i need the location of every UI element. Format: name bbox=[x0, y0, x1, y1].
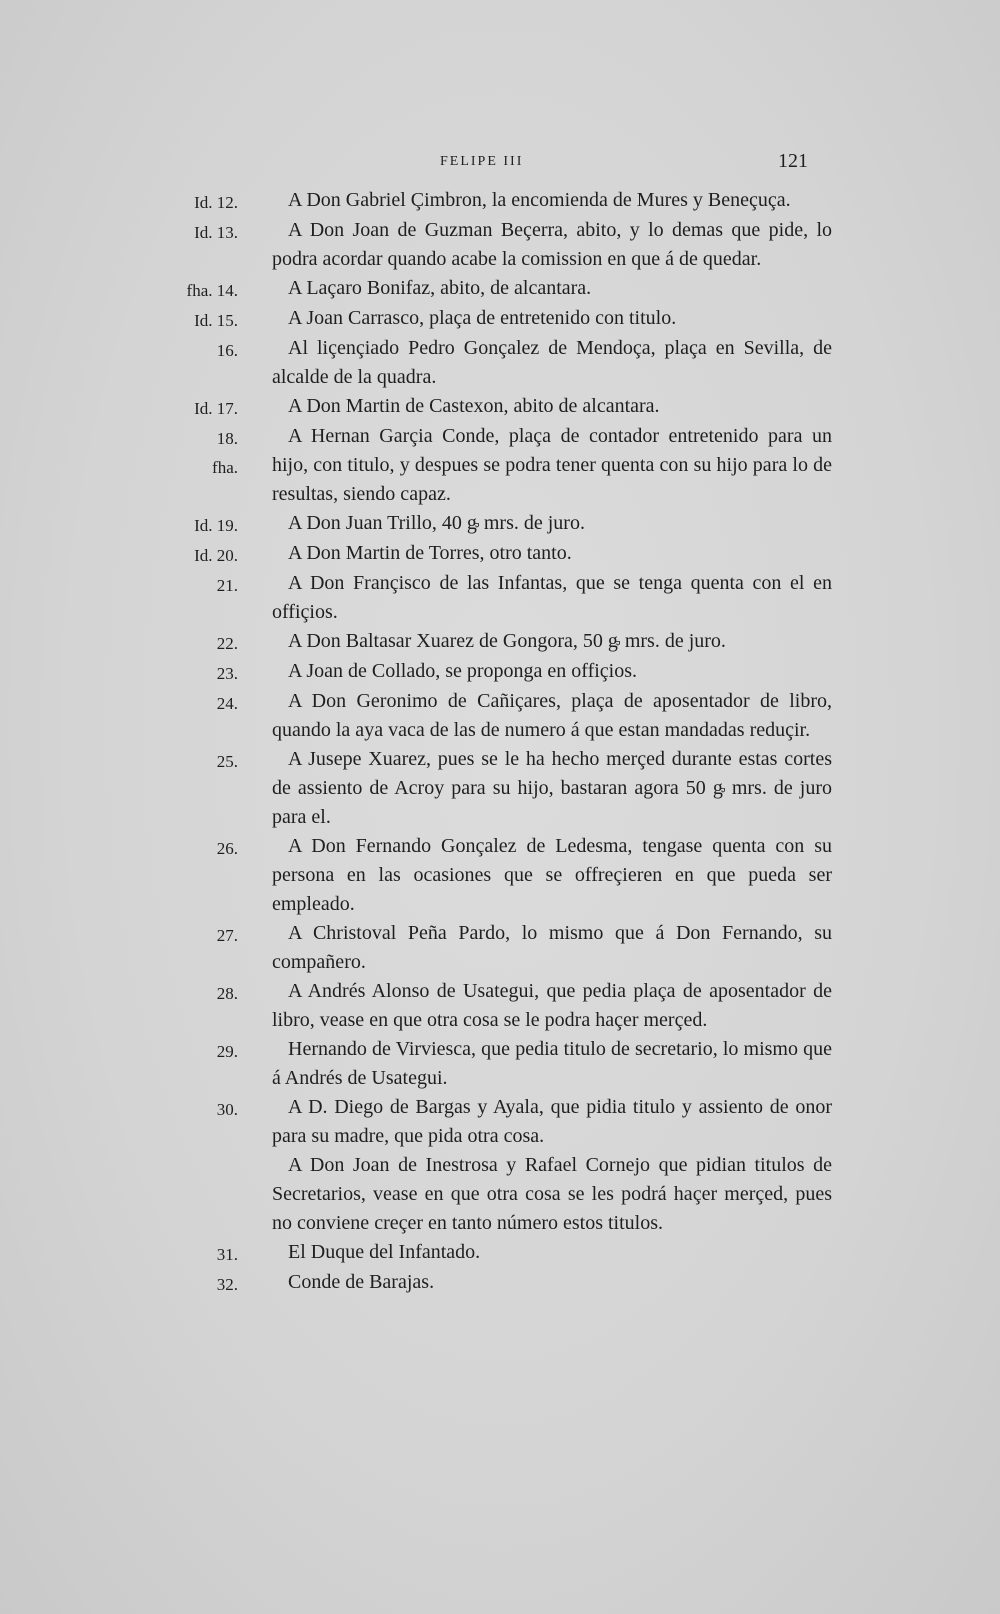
entry-text: Conde de Barajas. bbox=[288, 1271, 435, 1293]
entry bbox=[0, 687, 1000, 745]
entry-text: A Don Martin de Castexon, abito de alcantara. bbox=[288, 395, 660, 417]
entry bbox=[0, 539, 1000, 569]
entry bbox=[0, 304, 1000, 334]
entry-text: A Laçaro Bonifaz, abito, de alcantara. bbox=[288, 277, 592, 299]
entry bbox=[0, 569, 1000, 627]
margin-date: 27. bbox=[216, 926, 238, 945]
entry bbox=[0, 1093, 1000, 1151]
margin-date: 18. fha. bbox=[212, 429, 238, 477]
entry-text: A Don Gabriel Çimbron, la encomienda de Mures y Beneçuça. bbox=[288, 189, 791, 211]
entry bbox=[0, 1268, 1000, 1298]
entry-text: El Duque del Infantado. bbox=[288, 1241, 481, 1263]
margin-date: 26. bbox=[216, 839, 238, 858]
entry-text: A Don Joan de Inestrosa y Rafael Cornejo que pidian titulos de Secretarios, vease en que otra cosa se les podrá haçer merçed, pues no conviene creçer en tanto número estos titulos. bbox=[272, 1154, 832, 1234]
margin-date: fha. 14. bbox=[186, 281, 238, 300]
entry bbox=[0, 657, 1000, 687]
entry bbox=[0, 1151, 1000, 1238]
entry-text: A Christoval Peña Pardo, lo mismo que á Don Fernando, su compañero. bbox=[272, 922, 832, 973]
page-number: 121 bbox=[778, 150, 808, 172]
margin-date: Id. 15. bbox=[194, 311, 238, 330]
entry bbox=[0, 334, 1000, 392]
margin-date: Id. 12. bbox=[194, 193, 238, 212]
margin-date: 24. bbox=[216, 694, 238, 713]
entry bbox=[0, 919, 1000, 977]
entry-text: A Don Joan de Guzman Beçerra, abito, y lo demas que pide, lo podra acordar quando acabe la comission en que á de quedar. bbox=[272, 219, 832, 270]
entry bbox=[0, 186, 1000, 216]
margin-date: Id. 17. bbox=[194, 399, 238, 418]
entry-text: A Don Juan Trillo, 40 ᶃ mrs. de juro. bbox=[288, 512, 585, 534]
entry bbox=[0, 832, 1000, 919]
entry-text: Al liçençiado Pedro Gonçalez de Mendoça, plaça en Sevilla, de alcalde de la quadra. bbox=[272, 337, 832, 388]
entry bbox=[0, 1035, 1000, 1093]
margin-date: Id. 19. bbox=[194, 516, 238, 535]
entry-text: A Andrés Alonso de Usategui, que pedia plaça de aposentador de libro, vease en que otra cosa se le podra haçer merçed. bbox=[272, 980, 832, 1031]
entry bbox=[0, 274, 1000, 304]
margin-date: 28. bbox=[216, 984, 238, 1003]
entry-text: A Joan de Collado, se proponga en offiçios. bbox=[288, 660, 638, 682]
entry-text: A Don Fernando Gonçalez de Ledesma, tengase quenta con su persona en las ocasiones que se offreçieren en que pueda ser empleado. bbox=[272, 835, 832, 915]
entry-text: A Don Martin de Torres, otro tanto. bbox=[288, 542, 572, 564]
running-head: FELIPE III bbox=[440, 154, 524, 169]
margin-date: 25. bbox=[216, 752, 238, 771]
entry bbox=[0, 1238, 1000, 1268]
margin-date: 21. bbox=[216, 576, 238, 595]
entry-text: A Joan Carrasco, plaça de entretenido con titulo. bbox=[288, 307, 677, 329]
entry bbox=[0, 392, 1000, 422]
entry-text: A Don Geronimo de Cañiçares, plaça de aposentador de libro, quando la aya vaca de las de numero á que estan mandadas reduçir. bbox=[272, 690, 832, 741]
entry bbox=[0, 509, 1000, 539]
entry bbox=[0, 422, 1000, 509]
margin-date: 29. bbox=[216, 1042, 238, 1061]
margin-date: Id. 13. bbox=[194, 223, 238, 242]
margin-date: 30. bbox=[216, 1100, 238, 1119]
margin-date: 16. bbox=[216, 341, 238, 360]
entry-text: A Don Françisco de las Infantas, que se tenga quenta con el en offiçios. bbox=[272, 572, 832, 623]
margin-date: 23. bbox=[216, 664, 238, 683]
entry-text: A Don Baltasar Xuarez de Gongora, 50 ᶃ mrs. de juro. bbox=[288, 630, 726, 652]
entry bbox=[0, 745, 1000, 832]
entry-text: A D. Diego de Bargas y Ayala, que pidia titulo y assiento de onor para su madre, que pida otra cosa. bbox=[272, 1096, 832, 1147]
entries-list bbox=[0, 186, 1000, 1298]
entry bbox=[0, 216, 1000, 274]
entry-text: A Hernan Garçia Conde, plaça de contador entretenido para un hijo, con titulo, y despues se podra tener quenta con su hijo para lo de resultas, siendo capaz. bbox=[272, 425, 832, 505]
margin-date: 31. bbox=[216, 1245, 238, 1264]
entry bbox=[0, 627, 1000, 657]
entry-text: Hernando de Virviesca, que pedia titulo de secretario, lo mismo que á Andrés de Usategui. bbox=[272, 1038, 832, 1089]
entry bbox=[0, 977, 1000, 1035]
entry-text: A Jusepe Xuarez, pues se le ha hecho merçed durante estas cortes de assiento de Acroy para su hijo, bastaran agora 50 ᶃ mrs. de juro para el. bbox=[272, 748, 832, 828]
page-header bbox=[0, 150, 1000, 180]
margin-date: 32. bbox=[216, 1275, 238, 1294]
margin-date: 22. bbox=[216, 634, 238, 653]
margin-date: Id. 20. bbox=[194, 546, 238, 565]
